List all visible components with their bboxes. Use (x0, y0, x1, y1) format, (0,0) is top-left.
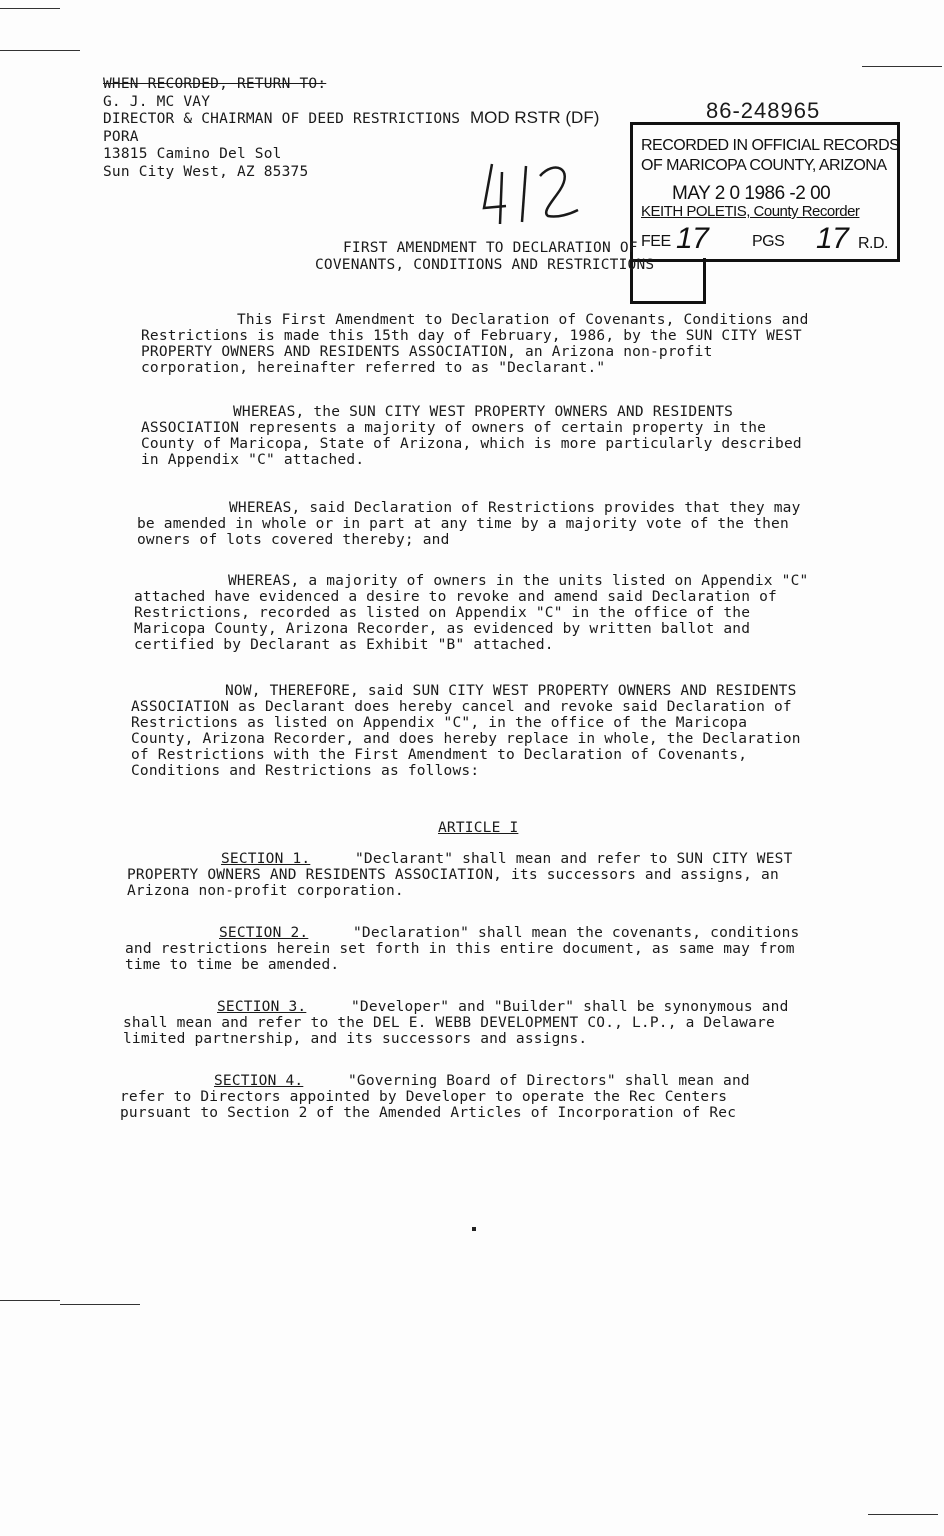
section-1-label: SECTION 1. (221, 851, 311, 867)
scan-artifact (862, 66, 942, 67)
stamp-recorder: KEITH POLETIS, County Recorder (641, 203, 860, 220)
title-line-2: COVENANTS, CONDITIONS AND RESTRICTIONS (315, 257, 655, 273)
whereas-line: owners of lots covered thereby; and (137, 532, 450, 548)
stamp-pgs-value: 17 (816, 222, 849, 255)
now-therefore-line: ASSOCIATION as Declarant does hereby cancel and revoke said Declaration of (131, 699, 792, 715)
whereas-line: WHEREAS, the SUN CITY WEST PROPERTY OWNERS AND RESIDENTS (233, 404, 734, 420)
whereas-line: certified by Declarant as Exhibit "B" attached. (134, 637, 554, 653)
now-therefore-line: NOW, THEREFORE, said SUN CITY WEST PROPERTY OWNERS AND RESIDENTS (225, 683, 797, 699)
whereas-paragraph-3 (134, 573, 836, 653)
whereas-line: County of Maricopa, State of Arizona, which is more particularly described (141, 436, 802, 452)
section-1-line: "Declarant" shall mean and refer to SUN CITY WEST (354, 851, 793, 867)
whereas-line: attached have evidenced a desire to revoke and amend said Declaration of (134, 589, 777, 605)
whereas-line: WHEREAS, said Declaration of Restrictions provides that they may (229, 500, 801, 516)
return-line-3: DIRECTOR & CHAIRMAN OF DEED RESTRICTIONS (103, 111, 461, 127)
scan-artifact (0, 50, 80, 51)
mod-rstr-stamp: MOD RSTR (DF) (470, 108, 600, 127)
section-2-label: SECTION 2. (219, 925, 309, 941)
section-2-line: time to time be amended. (125, 957, 340, 973)
section-3-line: limited partnership, and its successors and assigns. (123, 1031, 588, 1047)
section-1 (127, 851, 829, 899)
return-line-6: Sun City West, AZ 85375 (103, 163, 309, 180)
section-3 (123, 999, 825, 1047)
whereas-line: WHEREAS, a majority of owners in the units listed on Appendix "C" (228, 573, 809, 589)
section-4-line: pursuant to Section 2 of the Amended Articles of Incorporation of Rec (120, 1105, 737, 1121)
now-therefore-line: County, Arizona Recorder, and does hereby replace in whole, the Declaration (131, 731, 801, 747)
intro-line: PROPERTY OWNERS AND RESIDENTS ASSOCIATION, an Arizona non-profit (141, 344, 713, 360)
handwritten-number (478, 160, 588, 230)
return-line-4: PORA (103, 128, 139, 145)
scan-artifact (868, 1514, 938, 1515)
section-3-line: "Developer" and "Builder" shall be synonymous and (350, 999, 789, 1015)
now-therefore-paragraph (131, 683, 833, 779)
whereas-line: be amended in whole or in part at any time by a majority vote of the then (137, 516, 789, 532)
title-line-1: FIRST AMENDMENT TO DECLARATION OF (343, 240, 638, 256)
now-therefore-line: of Restrictions with the First Amendment to Declaration of Covenants, (131, 747, 748, 763)
section-3-label: SECTION 3. (217, 999, 307, 1015)
section-4-label: SECTION 4. (214, 1073, 304, 1089)
whereas-line: in Appendix "C" attached. (141, 452, 365, 468)
scan-artifact (60, 1304, 140, 1305)
stamp-fee-value: 17 (676, 222, 709, 255)
return-line-2: G. J. MC VAY (103, 93, 211, 110)
stamp-date: MAY 2 0 1986 -2 00 (672, 183, 831, 204)
scan-artifact (472, 1227, 476, 1231)
now-therefore-line: Restrictions as listed on Appendix "C", in the office of the Maricopa (131, 715, 748, 731)
intro-line: corporation, hereinafter referred to as "Declarant." (141, 360, 606, 376)
section-2 (125, 925, 827, 973)
section-4-line: refer to Directors appointed by Developer to operate the Rec Centers (120, 1089, 728, 1105)
whereas-line: Maricopa County, Arizona Recorder, as evidenced by written ballot and (134, 621, 751, 637)
stamp-rd-label: R.D. (858, 235, 888, 252)
return-line-5: 13815 Camino Del Sol (103, 146, 282, 162)
section-4 (120, 1073, 822, 1121)
section-1-line: PROPERTY OWNERS AND RESIDENTS ASSOCIATION, its successors and assigns, an (127, 867, 779, 883)
section-2-line: "Declaration" shall mean the covenants, conditions (352, 925, 800, 941)
stamp-pgs-label: PGS (752, 233, 785, 250)
section-3-line: shall mean and refer to the DEL E. WEBB DEVELOPMENT CO., L.P., a Delaware (123, 1015, 775, 1031)
whereas-line: ASSOCIATION represents a majority of owners of certain property in the (141, 420, 767, 436)
section-1-line: Arizona non-profit corporation. (127, 883, 404, 899)
stamp-fee-label: FEE (641, 233, 671, 250)
stamp-line-2: OF MARICOPA COUNTY, ARIZONA (641, 157, 887, 174)
return-line-1: WHEN RECORDED, RETURN TO: (103, 76, 327, 92)
recording-number: 86-248965 (706, 98, 821, 123)
whereas-paragraph-2 (137, 500, 839, 548)
now-therefore-line: Conditions and Restrictions as follows: (131, 763, 480, 779)
scan-artifact (0, 1300, 60, 1301)
section-2-line: and restrictions herein set forth in this entire document, as same may from (125, 941, 795, 957)
return-to-block (103, 76, 460, 181)
intro-line: Restrictions is made this 15th day of February, 1986, by the SUN CITY WEST (141, 328, 802, 344)
section-4-line: "Governing Board of Directors" shall mean and (347, 1073, 750, 1089)
intro-paragraph (141, 312, 843, 376)
whereas-line: Restrictions, recorded as listed on Appendix "C" in the office of the (134, 605, 751, 621)
whereas-paragraph-1 (141, 404, 841, 468)
stamp-line-1: RECORDED IN OFFICIAL RECORDS (641, 137, 900, 154)
scan-artifact (0, 8, 60, 9)
intro-line: This First Amendment to Declaration of Covenants, Conditions and (237, 312, 809, 328)
article-heading: ARTICLE I (438, 820, 519, 836)
document-title (315, 240, 654, 274)
